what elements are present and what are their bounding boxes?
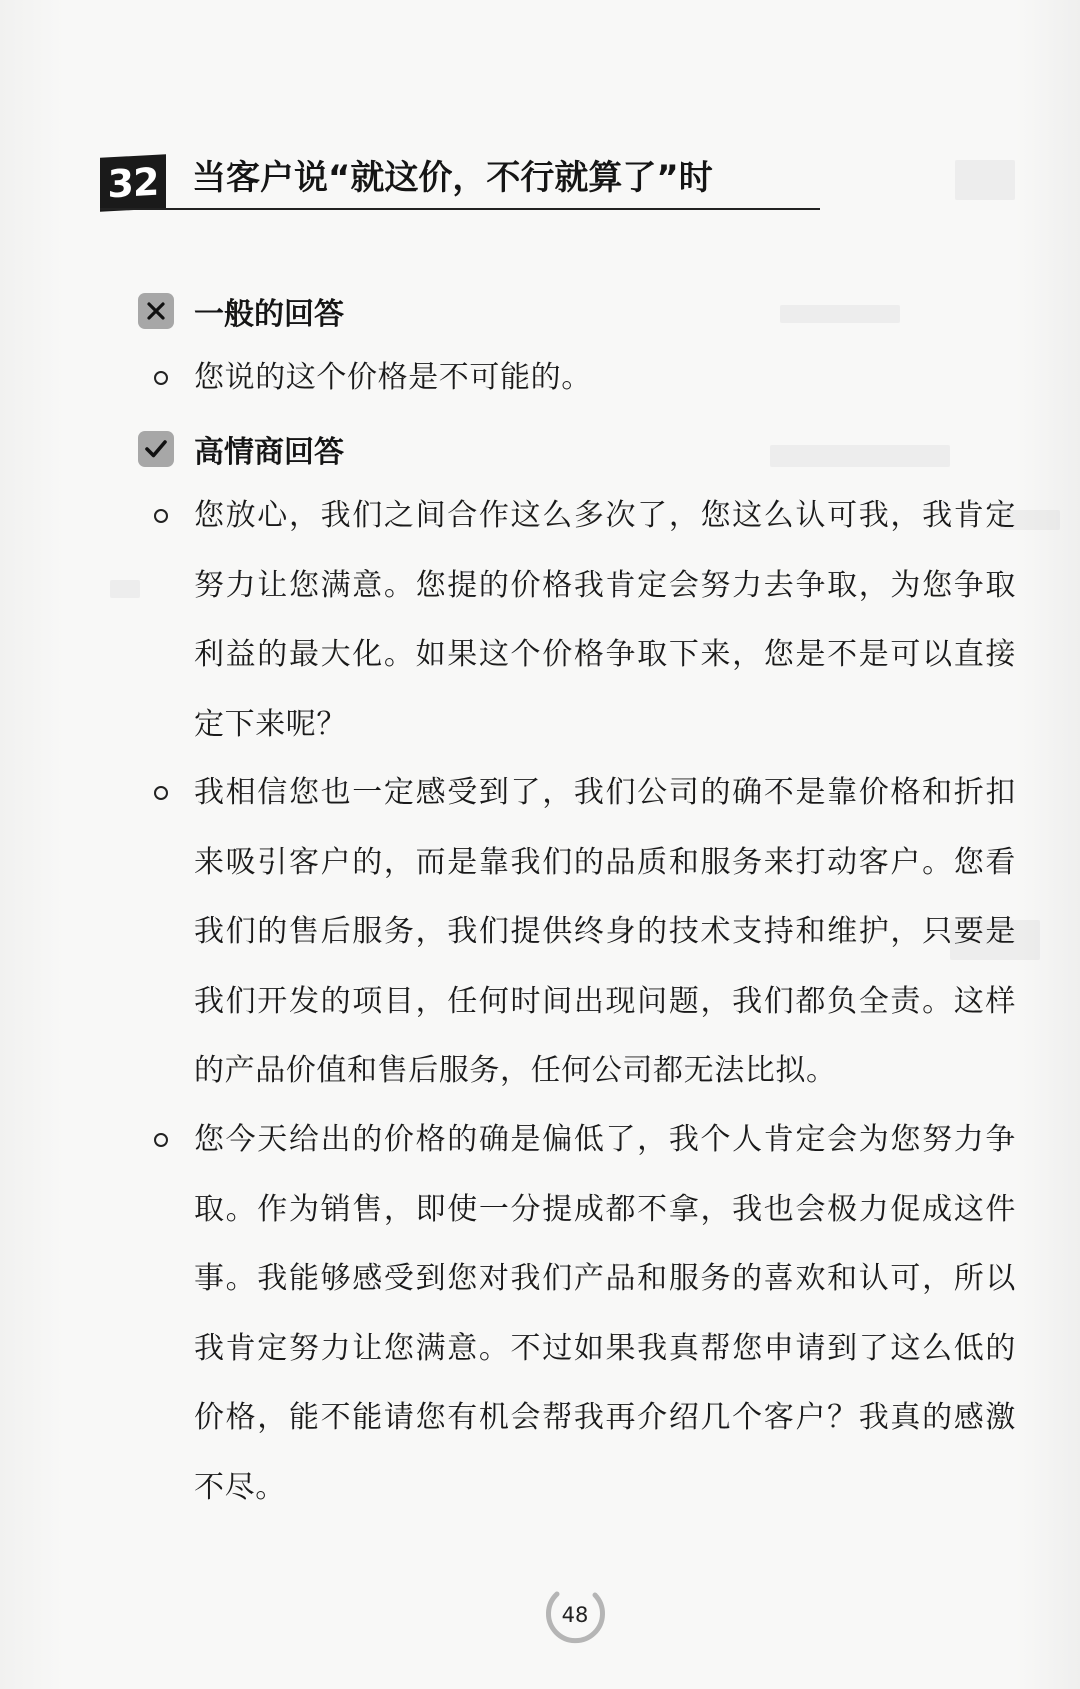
show-through-shadow	[955, 160, 1015, 200]
chapter-number-badge: 32	[100, 154, 166, 211]
cross-icon	[138, 293, 174, 329]
bullet-icon	[154, 786, 168, 800]
bullet-icon	[154, 1133, 168, 1147]
bullet-icon	[154, 509, 168, 523]
show-through-shadow	[770, 445, 950, 467]
high-eq-answer-item: 我相信您也一定感受到了，我们公司的确不是靠价格和折扣来吸引客户的，而是靠我们的品质和服务来打动客户。您看我们的售后服务，我们提供终身的技术支持和维护，只要是我们开发的项目，任何时间出现问题，我们都负全责。这样的产品价值和售后服务，任何公司都无法比拟。	[194, 775, 1016, 1088]
chapter-title: 当客户说“就这价，不行就算了”时	[192, 158, 713, 198]
high-eq-answer-label: 高情商回答	[194, 435, 344, 470]
bullet-icon	[154, 371, 168, 385]
general-answer-label: 一般的回答	[194, 297, 344, 332]
page-number-ornament	[540, 1580, 610, 1650]
page-number: 48	[561, 1603, 589, 1627]
cross-icon-glyph	[145, 300, 167, 322]
high-eq-answer-item: 您放心，我们之间合作这么多次了，您这么认可我，我肯定努力让您满意。您提的价格我肯定会努力去争取，为您争取利益的最大化。如果这个价格争取下来，您是不是可以直接定下来呢？	[194, 498, 1016, 742]
chapter-heading	[100, 150, 820, 212]
check-icon-glyph	[144, 438, 168, 460]
high-eq-answer-item: 您今天给出的价格的确是偏低了，我个人肯定会为您努力争取。作为销售，即使一分提成都不拿，我也会极力促成这件事。我能够感受到您对我们产品和服务的喜欢和认可，所以我肯定努力让您满意。不过如果我真帮您申请到了这么低的价格，能不能请您有机会帮我再介绍几个客户？我真的感激不尽。	[194, 1122, 1016, 1505]
high-eq-answer-header	[138, 429, 344, 469]
heading-underline	[100, 208, 820, 210]
show-through-shadow	[110, 580, 140, 598]
general-answer-header	[138, 291, 344, 331]
check-icon	[138, 431, 174, 467]
show-through-shadow	[780, 305, 900, 323]
general-answer-item: 您说的这个价格是不可能的。	[194, 360, 592, 395]
